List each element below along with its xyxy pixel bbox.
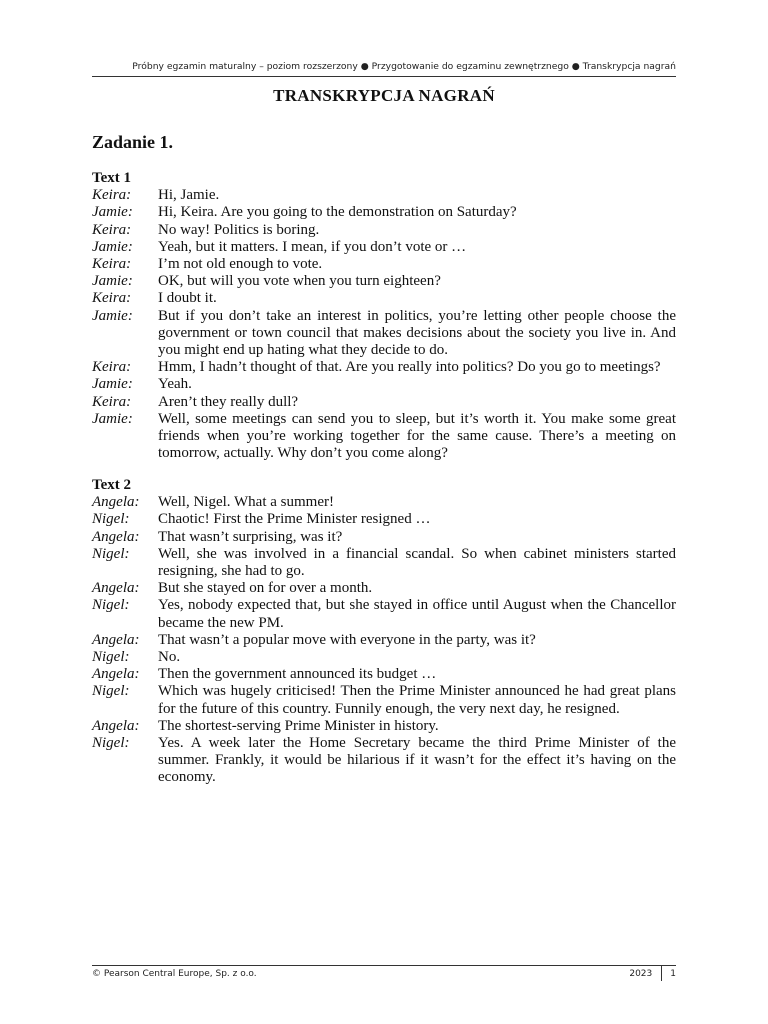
dialogue-line xyxy=(92,529,676,546)
dialogue-line xyxy=(92,546,676,580)
dialogue-line xyxy=(92,222,676,239)
header-rule xyxy=(92,76,676,77)
footer-page-info xyxy=(629,969,676,981)
speaker-name: Angela: xyxy=(92,528,140,545)
dialogue-line xyxy=(92,411,676,463)
text-heading: Text 2 xyxy=(92,477,132,493)
dialogue xyxy=(92,187,676,462)
dialogue-line xyxy=(92,290,676,307)
utterance: Then the government announced its budget … xyxy=(158,666,437,683)
utterance: Hi, Jamie. xyxy=(158,187,220,204)
dialogue-line xyxy=(92,256,676,273)
dialogue-line xyxy=(92,394,676,411)
speaker-name: Jamie: xyxy=(92,204,133,221)
page-number: 1 xyxy=(670,969,676,979)
speaker-name: Nigel: xyxy=(92,545,130,562)
speaker-name: Angela: xyxy=(92,494,140,511)
dialogue-line xyxy=(92,597,676,631)
utterance: No way! Politics is boring. xyxy=(158,221,320,238)
utterance: Hmm, I hadn’t thought of that. Are you really into politics? Do you go to meetings? xyxy=(158,359,661,376)
speaker-name: Nigel: xyxy=(92,683,130,700)
dialogue-line xyxy=(92,580,676,597)
utterance: But if you don’t take an interest in politics, you’re letting other people choose the government or town council that makes decisions about the society you live in. And you might end up hating what they decide to do. xyxy=(158,307,676,359)
speaker-name: Angela: xyxy=(92,717,140,734)
dialogue-line xyxy=(92,359,676,376)
dialogue-line xyxy=(92,735,676,787)
speaker-name: Jamie: xyxy=(92,376,133,393)
text-heading: Text 1 xyxy=(92,170,132,186)
dialogue-line xyxy=(92,494,676,511)
utterance: Yes. A week later the Home Secretary became the third Prime Minister of the summer. Frankly, it would be hilarious if it wasn’t for the effect it’s having on the economy. xyxy=(158,735,676,786)
speaker-name: Nigel: xyxy=(92,597,130,614)
utterance: Which was hugely criticised! Then the Prime Minister announced he had great plans for the future of this country. Funnily enough, the very next day, he resigned. xyxy=(158,683,676,717)
dialogue-line xyxy=(92,511,676,528)
speaker-name: Keira: xyxy=(92,221,132,238)
dialogue-line xyxy=(92,273,676,290)
utterance: That wasn’t a popular move with everyone in the party, was it? xyxy=(158,631,536,648)
utterance: The shortest-serving Prime Minister in history. xyxy=(158,717,439,734)
speaker-name: Keira: xyxy=(92,290,132,307)
speaker-name: Angela: xyxy=(92,631,140,648)
speaker-name: Jamie: xyxy=(92,273,133,290)
dialogue-line xyxy=(92,666,676,683)
speaker-name: Nigel: xyxy=(92,649,130,666)
text-1-block xyxy=(92,170,676,462)
dialogue-line xyxy=(92,204,676,221)
utterance: Hi, Keira. Are you going to the demonstration on Saturday? xyxy=(158,204,517,221)
utterance: Well, she was involved in a financial scandal. So when cabinet ministers started resigning, she had to go. xyxy=(158,545,676,580)
utterance: Chaotic! First the Prime Minister resigned … xyxy=(158,511,431,528)
dialogue-line xyxy=(92,239,676,256)
dialogue-line xyxy=(92,718,676,735)
speaker-name: Keira: xyxy=(92,393,132,410)
utterance: Yeah. xyxy=(158,376,192,393)
speaker-name: Nigel: xyxy=(92,735,130,752)
utterance: Aren’t they really dull? xyxy=(158,393,299,410)
footer-separator xyxy=(661,965,662,981)
running-head: Próbny egzamin maturalny – poziom rozszerzony ● Przygotowanie do egzaminu zewnętrznego ● Transkrypcja nagrań xyxy=(132,61,676,72)
speaker-name: Jamie: xyxy=(92,238,133,255)
utterance: I doubt it. xyxy=(158,290,217,307)
speaker-name: Jamie: xyxy=(92,410,133,427)
utterance: I’m not old enough to vote. xyxy=(158,256,323,273)
dialogue-line xyxy=(92,187,676,204)
speaker-name: Angela: xyxy=(92,580,140,597)
utterance: Yeah, but it matters. I mean, if you don’t vote or … xyxy=(158,238,467,255)
utterance: Yes, nobody expected that, but she stayed in office until August when the Chancellor became the new PM. xyxy=(158,597,676,631)
dialogue xyxy=(92,494,676,786)
speaker-name: Nigel: xyxy=(92,511,130,528)
utterance: No. xyxy=(158,649,181,666)
utterance: But she stayed on for over a month. xyxy=(158,580,373,597)
utterance: Well, Nigel. What a summer! xyxy=(158,494,334,511)
speaker-name: Jamie: xyxy=(92,307,133,324)
text-2-block xyxy=(92,477,676,787)
task-heading: Zadanie 1. xyxy=(92,132,174,152)
dialogue-line xyxy=(92,632,676,649)
utterance: OK, but will you vote when you turn eighteen? xyxy=(158,273,441,290)
utterance: That wasn’t surprising, was it? xyxy=(158,528,343,545)
speaker-name: Angela: xyxy=(92,666,140,683)
footer-rule xyxy=(92,965,676,966)
dialogue-line xyxy=(92,683,676,717)
speaker-name: Keira: xyxy=(92,256,132,273)
speaker-name: Keira: xyxy=(92,187,132,204)
page-title: TRANSKRYPCJA NAGRAŃ xyxy=(273,86,495,105)
dialogue-line xyxy=(92,649,676,666)
utterance: Well, some meetings can send you to sleep, but it’s worth it. You make some great friends when you’re working together for the same cause. There’s a meeting on tomorrow, actually. Why don’t you come along? xyxy=(158,410,676,462)
footer-copyright: © Pearson Central Europe, Sp. z o.o. xyxy=(92,969,257,979)
dialogue-line xyxy=(92,376,676,393)
speaker-name: Keira: xyxy=(92,359,132,376)
dialogue-line xyxy=(92,308,676,360)
footer-year: 2023 xyxy=(629,969,653,979)
